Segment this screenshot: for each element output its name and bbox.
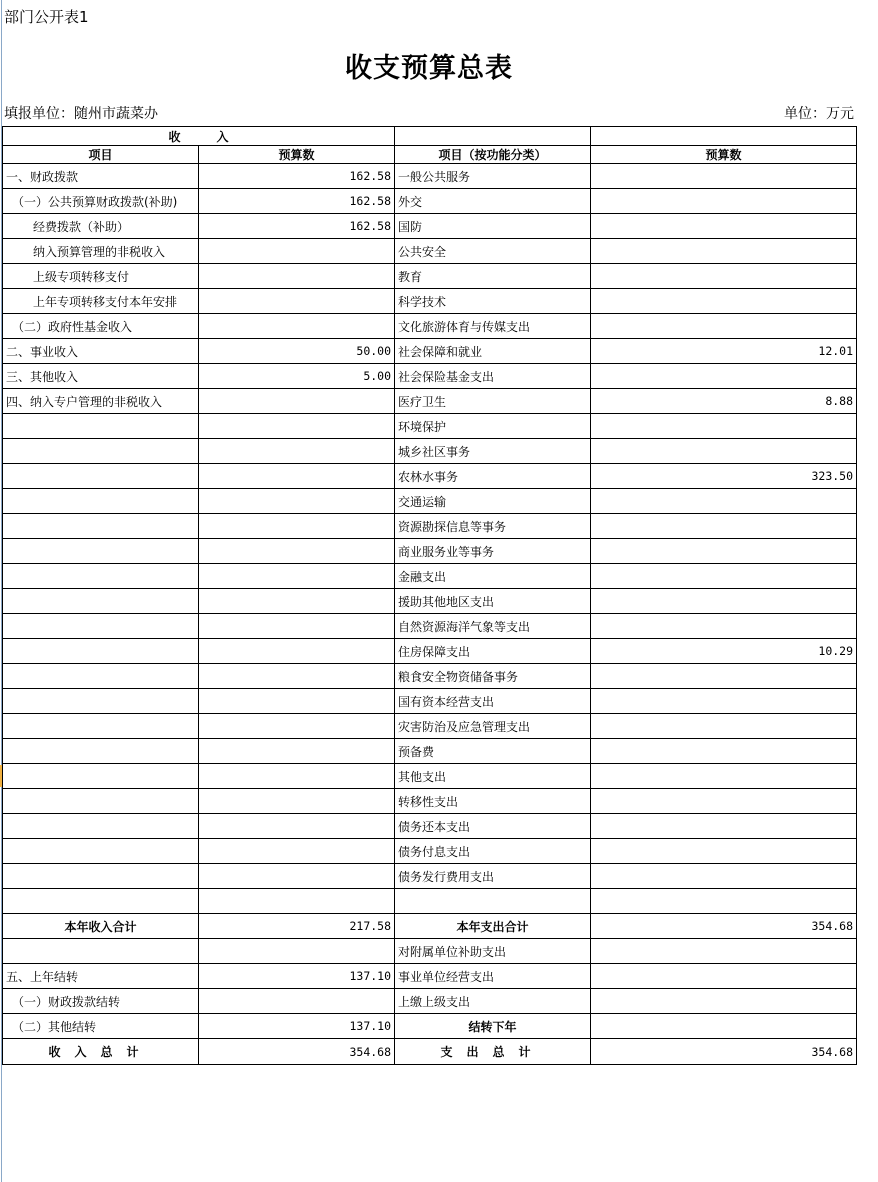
- income-amount-cell: 137.10: [199, 964, 395, 989]
- income-item-cell: [3, 564, 199, 589]
- expense-amount-cell: [591, 739, 857, 764]
- expense-item-cell: 环境保护: [395, 414, 591, 439]
- income-item-cell: [3, 489, 199, 514]
- expense-amount-cell: [591, 964, 857, 989]
- group-header-row: [3, 127, 857, 146]
- table-row: [3, 564, 857, 589]
- income-item-cell: [3, 664, 199, 689]
- expense-item-cell: 资源勘探信息等事务: [395, 514, 591, 539]
- income-amount-cell: [199, 614, 395, 639]
- table-row: [3, 264, 857, 289]
- expense-item-cell: 债务发行费用支出: [395, 864, 591, 889]
- expense-amount-cell: [591, 589, 857, 614]
- expense-amount-cell: [591, 314, 857, 339]
- expense-item-cell: 预备费: [395, 739, 591, 764]
- income-amount-cell: 162.58: [199, 214, 395, 239]
- income-amount-cell: [199, 739, 395, 764]
- table-row: [3, 589, 857, 614]
- income-item-cell: 五、上年结转: [3, 964, 199, 989]
- col-header-item: 项目: [3, 146, 199, 164]
- expense-amount-cell: [591, 689, 857, 714]
- expense-amount-cell: 354.68: [591, 1039, 857, 1065]
- expense-item-cell: 社会保障和就业: [395, 339, 591, 364]
- income-item-cell: [3, 889, 199, 914]
- income-item-cell: 纳入预算管理的非税收入: [3, 239, 199, 264]
- expense-item-cell: 对附属单位补助支出: [395, 939, 591, 964]
- income-amount-cell: [199, 689, 395, 714]
- expense-amount-cell: [591, 989, 857, 1014]
- table-row: [3, 514, 857, 539]
- expense-amount-cell: [591, 864, 857, 889]
- income-amount-cell: 137.10: [199, 1014, 395, 1039]
- expense-item-cell: 支出总计: [395, 1039, 591, 1065]
- expense-item-cell: 医疗卫生: [395, 389, 591, 414]
- table-row: [3, 939, 857, 964]
- expense-item-cell: 国防: [395, 214, 591, 239]
- table-row: [3, 714, 857, 739]
- column-header-row: [3, 146, 857, 164]
- income-group-header: 收 入: [3, 127, 395, 146]
- col-header-amount2: 预算数: [591, 146, 857, 164]
- table-row: [3, 689, 857, 714]
- expense-item-cell: 城乡社区事务: [395, 439, 591, 464]
- table-row: [3, 464, 857, 489]
- expense-item-cell: 转移性支出: [395, 789, 591, 814]
- income-amount-cell: [199, 264, 395, 289]
- table-row: [3, 364, 857, 389]
- income-item-cell: 二、事业收入: [3, 339, 199, 364]
- expense-amount-cell: [591, 839, 857, 864]
- income-item-cell: （二）其他结转: [3, 1014, 199, 1039]
- table-row: [3, 639, 857, 664]
- expense-item-cell: 债务还本支出: [395, 814, 591, 839]
- income-amount-cell: [199, 714, 395, 739]
- expense-item-cell: 交通运输: [395, 489, 591, 514]
- expense-amount-cell: 354.68: [591, 914, 857, 939]
- income-item-cell: 本年收入合计: [3, 914, 199, 939]
- expense-item-cell: 公共安全: [395, 239, 591, 264]
- reporting-unit: 填报单位：随州市蔬菜办: [4, 106, 158, 122]
- table-row: [3, 814, 857, 839]
- income-amount-cell: 50.00: [199, 339, 395, 364]
- table-row: [3, 789, 857, 814]
- income-amount-cell: [199, 889, 395, 914]
- expense-item-cell: 其他支出: [395, 764, 591, 789]
- expense-amount-cell: [591, 664, 857, 689]
- table-row: [3, 964, 857, 989]
- col-header-amount: 预算数: [199, 146, 395, 164]
- table-row: [3, 489, 857, 514]
- income-item-cell: 上级专项转移支付: [3, 264, 199, 289]
- income-amount-cell: [199, 489, 395, 514]
- expense-amount-cell: 12.01: [591, 339, 857, 364]
- income-amount-cell: [199, 289, 395, 314]
- expense-item-cell: 本年支出合计: [395, 914, 591, 939]
- table-row: [3, 1014, 857, 1039]
- table-row: [3, 739, 857, 764]
- blank-group-header: [591, 127, 857, 146]
- expense-amount-cell: [591, 414, 857, 439]
- table-row: [3, 614, 857, 639]
- expense-item-cell: 自然资源海洋气象等支出: [395, 614, 591, 639]
- expense-item-cell: 粮食安全物资储备事务: [395, 664, 591, 689]
- expense-amount-cell: [591, 614, 857, 639]
- expense-item-cell: 结转下年: [395, 1014, 591, 1039]
- income-item-cell: （一）公共预算财政拨款(补助): [3, 189, 199, 214]
- table-row: [3, 1039, 857, 1065]
- income-amount-cell: [199, 664, 395, 689]
- table-row: [3, 914, 857, 939]
- income-item-cell: 一、财政拨款: [3, 164, 199, 189]
- table-row: [3, 539, 857, 564]
- income-item-cell: [3, 814, 199, 839]
- income-item-cell: [3, 939, 199, 964]
- col-header-item-func: 项目（按功能分类）: [395, 146, 591, 164]
- income-item-cell: [3, 789, 199, 814]
- expense-item-cell: 国有资本经营支出: [395, 689, 591, 714]
- expense-amount-cell: [591, 939, 857, 964]
- income-amount-cell: 217.58: [199, 914, 395, 939]
- expense-amount-cell: 8.88: [591, 389, 857, 414]
- page-title: 收支预算总表: [345, 53, 513, 84]
- income-amount-cell: [199, 864, 395, 889]
- income-amount-cell: [199, 639, 395, 664]
- table-row: [3, 864, 857, 889]
- expense-item-cell: 事业单位经营支出: [395, 964, 591, 989]
- expense-item-cell: 灾害防治及应急管理支出: [395, 714, 591, 739]
- income-amount-cell: [199, 989, 395, 1014]
- expense-amount-cell: [591, 264, 857, 289]
- income-item-cell: [3, 689, 199, 714]
- expense-amount-cell: [591, 214, 857, 239]
- income-amount-cell: 354.68: [199, 1039, 395, 1065]
- expense-amount-cell: 323.50: [591, 464, 857, 489]
- income-amount-cell: [199, 564, 395, 589]
- income-amount-cell: [199, 539, 395, 564]
- expense-amount-cell: [591, 364, 857, 389]
- expense-item-cell: 债务付息支出: [395, 839, 591, 864]
- income-amount-cell: [199, 314, 395, 339]
- expense-amount-cell: [591, 164, 857, 189]
- income-amount-cell: [199, 789, 395, 814]
- expense-item-cell: 文化旅游体育与传媒支出: [395, 314, 591, 339]
- expense-item-cell: 一般公共服务: [395, 164, 591, 189]
- table-row: [3, 239, 857, 264]
- expense-amount-cell: [591, 814, 857, 839]
- expense-group-header: [395, 127, 591, 146]
- expense-item-cell: 外交: [395, 189, 591, 214]
- income-item-cell: [3, 414, 199, 439]
- income-item-cell: 上年专项转移支付本年安排: [3, 289, 199, 314]
- table-row: [3, 414, 857, 439]
- expense-item-cell: 商业服务业等事务: [395, 539, 591, 564]
- income-item-cell: 经费拨款（补助）: [3, 214, 199, 239]
- income-amount-cell: [199, 414, 395, 439]
- income-item-cell: [3, 439, 199, 464]
- table-row: [3, 989, 857, 1014]
- income-item-cell: 收入总计: [3, 1039, 199, 1065]
- income-item-cell: （二）政府性基金收入: [3, 314, 199, 339]
- income-amount-cell: 162.58: [199, 189, 395, 214]
- expense-item-cell: 教育: [395, 264, 591, 289]
- expense-item-cell: 援助其他地区支出: [395, 589, 591, 614]
- expense-item-cell: 农林水事务: [395, 464, 591, 489]
- expense-amount-cell: [591, 239, 857, 264]
- table-row: [3, 389, 857, 414]
- income-item-cell: [3, 514, 199, 539]
- income-item-cell: [3, 764, 199, 789]
- expense-amount-cell: [591, 1014, 857, 1039]
- income-amount-cell: [199, 589, 395, 614]
- expense-amount-cell: 10.29: [591, 639, 857, 664]
- income-amount-cell: [199, 839, 395, 864]
- expense-amount-cell: [591, 489, 857, 514]
- income-item-cell: [3, 539, 199, 564]
- table-row: [3, 314, 857, 339]
- currency-unit: 单位：万元: [784, 106, 854, 122]
- income-item-cell: （一）财政拨款结转: [3, 989, 199, 1014]
- table-row: [3, 439, 857, 464]
- income-item-cell: [3, 639, 199, 664]
- income-item-cell: [3, 864, 199, 889]
- income-item-cell: [3, 464, 199, 489]
- expense-item-cell: [395, 889, 591, 914]
- expense-item-cell: 金融支出: [395, 564, 591, 589]
- expense-amount-cell: [591, 764, 857, 789]
- expense-amount-cell: [591, 564, 857, 589]
- income-item-cell: [3, 839, 199, 864]
- income-item-cell: [3, 589, 199, 614]
- expense-item-cell: 科学技术: [395, 289, 591, 314]
- expense-item-cell: 社会保险基金支出: [395, 364, 591, 389]
- expense-item-cell: 上缴上级支出: [395, 989, 591, 1014]
- budget-table: [2, 126, 857, 1065]
- table-row: [3, 664, 857, 689]
- income-item-cell: [3, 739, 199, 764]
- expense-amount-cell: [591, 439, 857, 464]
- expense-amount-cell: [591, 514, 857, 539]
- income-amount-cell: [199, 239, 395, 264]
- expense-amount-cell: [591, 714, 857, 739]
- income-amount-cell: 162.58: [199, 164, 395, 189]
- expense-amount-cell: [591, 289, 857, 314]
- income-item-cell: [3, 614, 199, 639]
- table-row: [3, 339, 857, 364]
- table-row: [3, 289, 857, 314]
- income-item-cell: [3, 714, 199, 739]
- table-row: [3, 764, 857, 789]
- table-row: [3, 164, 857, 189]
- expense-amount-cell: [591, 889, 857, 914]
- income-amount-cell: [199, 464, 395, 489]
- table-row: [3, 839, 857, 864]
- table-row: [3, 889, 857, 914]
- sheet-caption: 部门公开表1: [4, 8, 89, 26]
- income-item-cell: 三、其他收入: [3, 364, 199, 389]
- expense-amount-cell: [591, 539, 857, 564]
- income-amount-cell: 5.00: [199, 364, 395, 389]
- income-item-cell: 四、纳入专户管理的非税收入: [3, 389, 199, 414]
- income-amount-cell: [199, 389, 395, 414]
- income-amount-cell: [199, 939, 395, 964]
- table-row: [3, 189, 857, 214]
- expense-amount-cell: [591, 789, 857, 814]
- income-amount-cell: [199, 814, 395, 839]
- income-amount-cell: [199, 514, 395, 539]
- income-amount-cell: [199, 439, 395, 464]
- income-amount-cell: [199, 764, 395, 789]
- expense-item-cell: 住房保障支出: [395, 639, 591, 664]
- expense-amount-cell: [591, 189, 857, 214]
- table-row: [3, 214, 857, 239]
